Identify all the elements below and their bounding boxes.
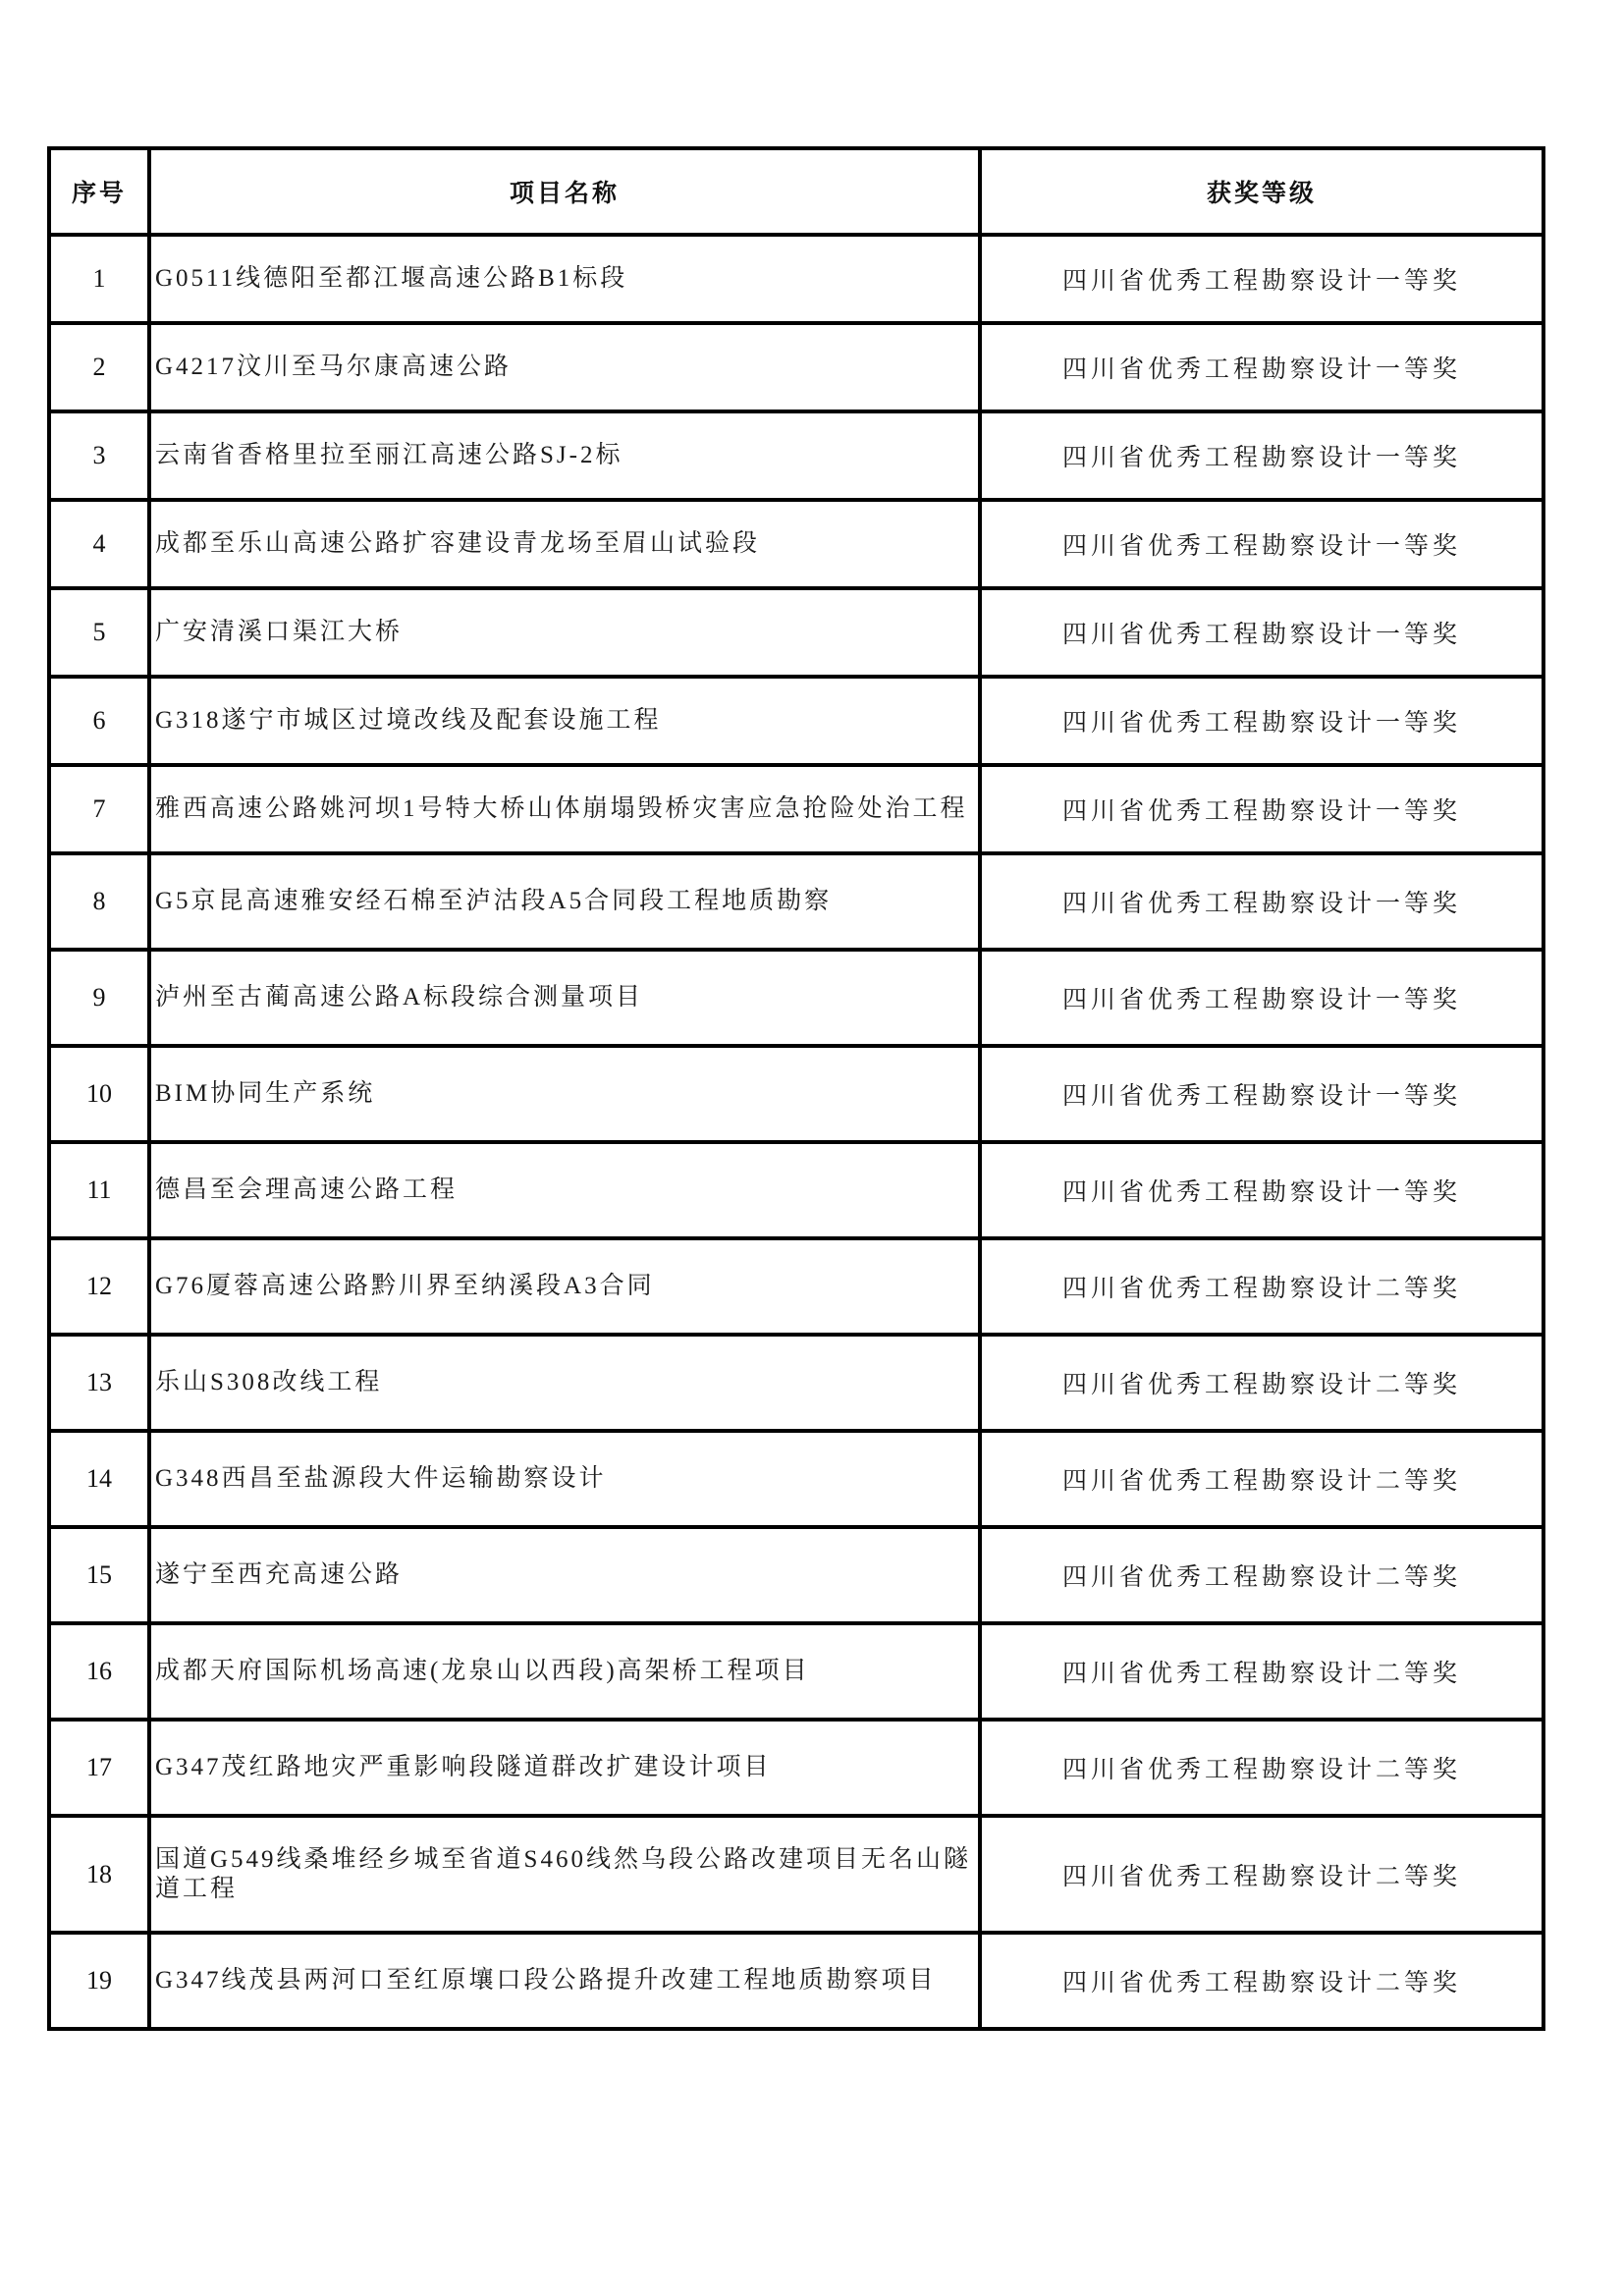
- project-name-cell: 泸州至古蔺高速公路A标段综合测量项目: [149, 950, 980, 1046]
- header-serial-number: 序号: [49, 148, 149, 235]
- project-name-cell: 雅西高速公路姚河坝1号特大桥山体崩塌毁桥灾害应急抢险处治工程: [149, 765, 980, 853]
- table-row: [49, 1238, 1543, 1335]
- serial-number-cell: 19: [49, 1933, 149, 2029]
- table-row: [49, 235, 1543, 323]
- award-level-cell: 四川省优秀工程勘察设计一等奖: [980, 765, 1543, 853]
- award-list-table: [47, 146, 1545, 2031]
- table-row: [49, 323, 1543, 411]
- project-name-cell: 成都至乐山高速公路扩容建设青龙场至眉山试验段: [149, 500, 980, 588]
- award-level-cell: 四川省优秀工程勘察设计二等奖: [980, 1720, 1543, 1816]
- award-level-cell: 四川省优秀工程勘察设计一等奖: [980, 323, 1543, 411]
- table-row: [49, 1142, 1543, 1238]
- serial-number-cell: 18: [49, 1816, 149, 1933]
- project-name-cell: G4217汶川至马尔康高速公路: [149, 323, 980, 411]
- project-name-cell: G5京昆高速雅安经石棉至泸沽段A5合同段工程地质勘察: [149, 853, 980, 950]
- table-row: [49, 950, 1543, 1046]
- award-level-cell: 四川省优秀工程勘察设计二等奖: [980, 1816, 1543, 1933]
- serial-number-cell: 12: [49, 1238, 149, 1335]
- serial-number-cell: 11: [49, 1142, 149, 1238]
- project-name-cell: G318遂宁市城区过境改线及配套设施工程: [149, 677, 980, 765]
- project-name-cell: G76厦蓉高速公路黔川界至纳溪段A3合同: [149, 1238, 980, 1335]
- table-row: [49, 1816, 1543, 1933]
- table-header-row: [49, 148, 1543, 235]
- award-level-cell: 四川省优秀工程勘察设计一等奖: [980, 677, 1543, 765]
- table-row: [49, 411, 1543, 500]
- award-level-cell: 四川省优秀工程勘察设计一等奖: [980, 235, 1543, 323]
- serial-number-cell: 2: [49, 323, 149, 411]
- project-name-cell: G347茂红路地灾严重影响段隧道群改扩建设计项目: [149, 1720, 980, 1816]
- table-row: [49, 765, 1543, 853]
- table-row: [49, 1623, 1543, 1720]
- award-level-cell: 四川省优秀工程勘察设计一等奖: [980, 411, 1543, 500]
- award-level-cell: 四川省优秀工程勘察设计二等奖: [980, 1238, 1543, 1335]
- table-row: [49, 1720, 1543, 1816]
- award-level-cell: 四川省优秀工程勘察设计一等奖: [980, 853, 1543, 950]
- award-level-cell: 四川省优秀工程勘察设计一等奖: [980, 950, 1543, 1046]
- table-row: [49, 853, 1543, 950]
- serial-number-cell: 1: [49, 235, 149, 323]
- project-name-cell: G348西昌至盐源段大件运输勘察设计: [149, 1431, 980, 1527]
- table-row: [49, 500, 1543, 588]
- serial-number-cell: 3: [49, 411, 149, 500]
- award-level-cell: 四川省优秀工程勘察设计一等奖: [980, 1046, 1543, 1142]
- project-name-cell: G347线茂县两河口至红原壤口段公路提升改建工程地质勘察项目: [149, 1933, 980, 2029]
- project-name-cell: 广安清溪口渠江大桥: [149, 588, 980, 677]
- project-name-cell: 国道G549线桑堆经乡城至省道S460线然乌段公路改建项目无名山隧道工程: [149, 1816, 980, 1933]
- table-row: [49, 588, 1543, 677]
- serial-number-cell: 6: [49, 677, 149, 765]
- award-level-cell: 四川省优秀工程勘察设计一等奖: [980, 588, 1543, 677]
- project-name-cell: 遂宁至西充高速公路: [149, 1527, 980, 1623]
- table-row: [49, 1335, 1543, 1431]
- project-name-cell: BIM协同生产系统: [149, 1046, 980, 1142]
- serial-number-cell: 8: [49, 853, 149, 950]
- serial-number-cell: 4: [49, 500, 149, 588]
- header-award-level: 获奖等级: [980, 148, 1543, 235]
- serial-number-cell: 13: [49, 1335, 149, 1431]
- serial-number-cell: 15: [49, 1527, 149, 1623]
- table-row: [49, 1046, 1543, 1142]
- serial-number-cell: 17: [49, 1720, 149, 1816]
- serial-number-cell: 7: [49, 765, 149, 853]
- project-name-cell: 德昌至会理高速公路工程: [149, 1142, 980, 1238]
- table-row: [49, 1527, 1543, 1623]
- header-project-name: 项目名称: [149, 148, 980, 235]
- award-level-cell: 四川省优秀工程勘察设计二等奖: [980, 1933, 1543, 2029]
- award-level-cell: 四川省优秀工程勘察设计二等奖: [980, 1623, 1543, 1720]
- serial-number-cell: 9: [49, 950, 149, 1046]
- serial-number-cell: 5: [49, 588, 149, 677]
- award-level-cell: 四川省优秀工程勘察设计一等奖: [980, 1142, 1543, 1238]
- award-level-cell: 四川省优秀工程勘察设计一等奖: [980, 500, 1543, 588]
- project-name-cell: G0511线德阳至都江堰高速公路B1标段: [149, 235, 980, 323]
- award-level-cell: 四川省优秀工程勘察设计二等奖: [980, 1431, 1543, 1527]
- project-name-cell: 乐山S308改线工程: [149, 1335, 980, 1431]
- table-row: [49, 1431, 1543, 1527]
- table-row: [49, 1933, 1543, 2029]
- serial-number-cell: 10: [49, 1046, 149, 1142]
- award-level-cell: 四川省优秀工程勘察设计二等奖: [980, 1527, 1543, 1623]
- serial-number-cell: 16: [49, 1623, 149, 1720]
- serial-number-cell: 14: [49, 1431, 149, 1527]
- table-row: [49, 677, 1543, 765]
- award-level-cell: 四川省优秀工程勘察设计二等奖: [980, 1335, 1543, 1431]
- project-name-cell: 成都天府国际机场高速(龙泉山以西段)高架桥工程项目: [149, 1623, 980, 1720]
- project-name-cell: 云南省香格里拉至丽江高速公路SJ-2标: [149, 411, 980, 500]
